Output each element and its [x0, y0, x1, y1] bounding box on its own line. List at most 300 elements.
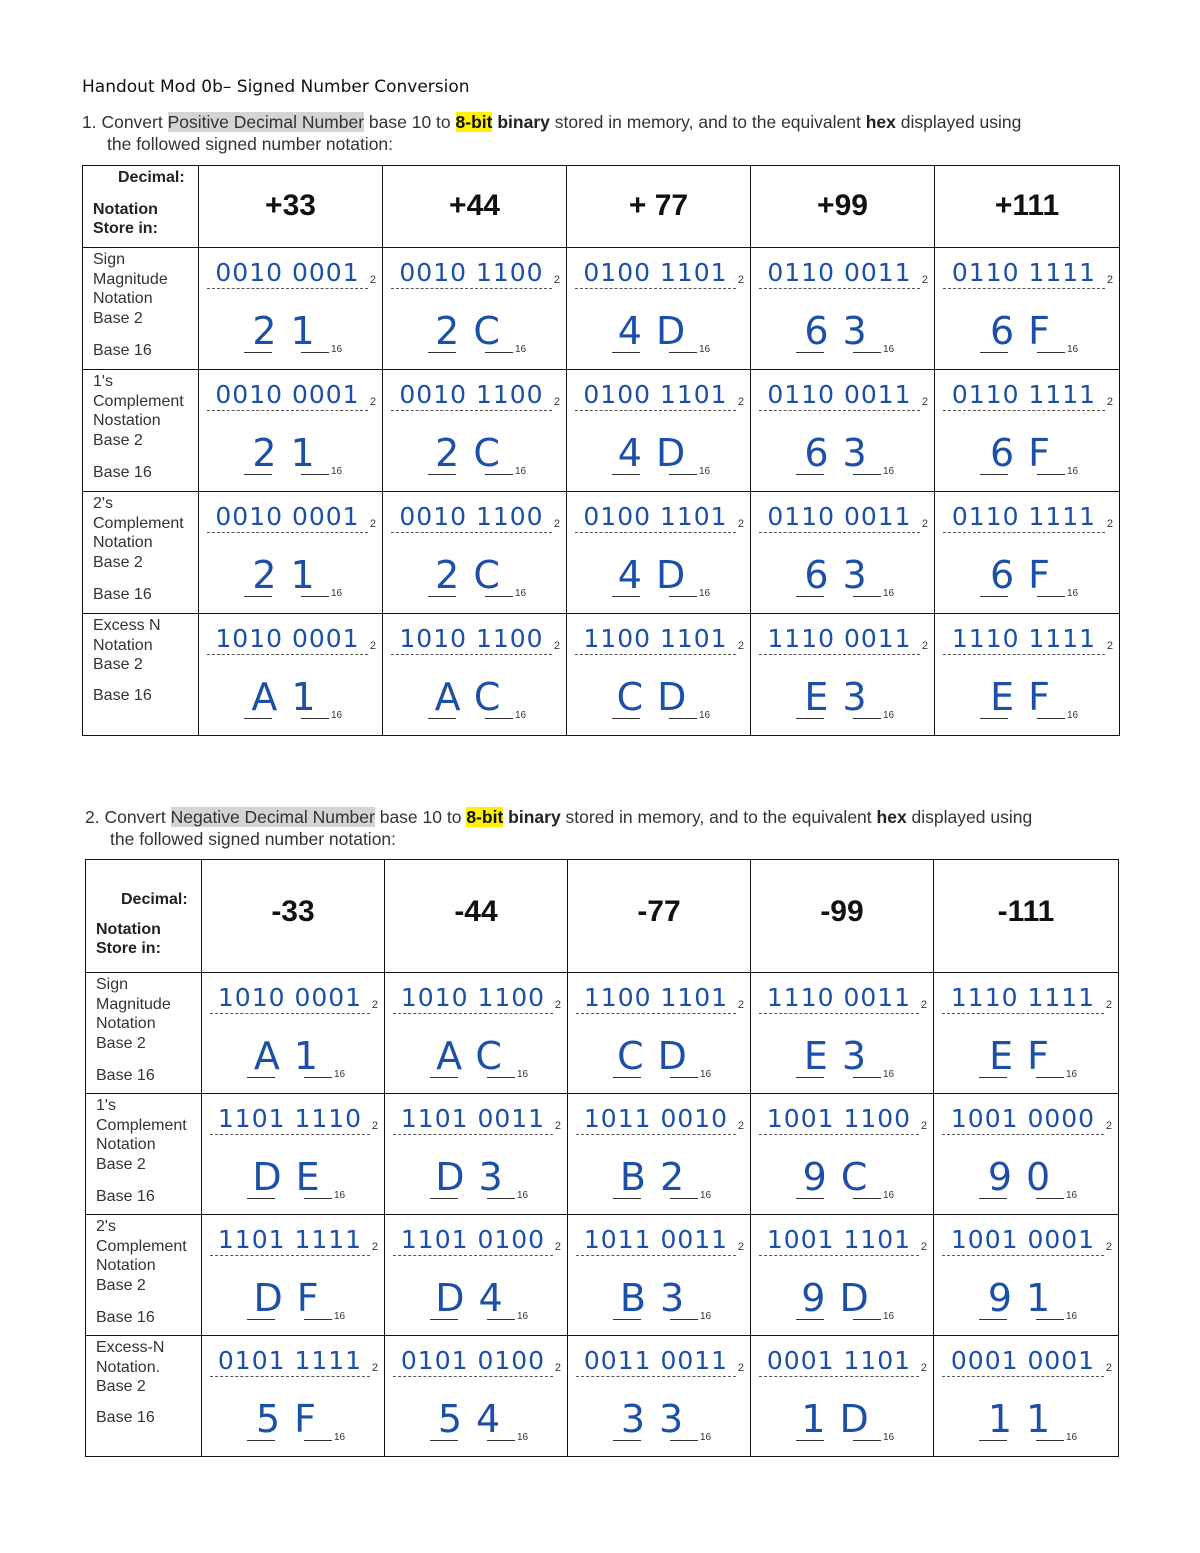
base16-subscript: 16	[515, 710, 527, 721]
answer	[385, 1336, 567, 1456]
answer-cell	[568, 1094, 751, 1215]
base2-subscript: 2	[920, 1120, 927, 1132]
hex-answer: B3	[619, 1276, 699, 1320]
notation-label-line: 1's	[96, 1097, 116, 1114]
hex-digit-line-1	[796, 1440, 824, 1441]
answer-cell	[568, 1336, 751, 1457]
binary-answer: 1110 0011	[759, 624, 920, 655]
hex-digit-line-1	[613, 1077, 641, 1078]
answer-cell	[751, 492, 935, 614]
hex-digit-line-2	[301, 596, 329, 597]
binary-answer: 1010 0001	[207, 624, 368, 655]
hex-digit-line-1	[428, 474, 456, 475]
answer-cell	[751, 1215, 934, 1336]
binary-answer: 1001 0001	[942, 1225, 1104, 1256]
hex-answer: E3	[803, 1034, 881, 1078]
base16-subscript: 16	[883, 1190, 895, 1201]
hex-digit-line-2	[1037, 352, 1065, 353]
hex-digit-line-1	[430, 1198, 458, 1199]
answer	[567, 492, 750, 613]
base16-subscript: 16	[334, 1190, 346, 1201]
hex-digit-line-2	[485, 596, 513, 597]
base2-subscript: 2	[737, 518, 744, 530]
answer	[751, 1215, 933, 1335]
hex-digit-line-2	[853, 1319, 881, 1320]
notation-label-line: Notation	[93, 636, 153, 654]
answer-cell	[567, 370, 751, 492]
hex-answer: D4	[435, 1276, 517, 1320]
store-in-label: Store in:	[93, 220, 158, 237]
binary-answer: 0110 1111	[943, 258, 1105, 289]
hex-digit-line-2	[853, 1077, 881, 1078]
notation-label-cell	[86, 1336, 202, 1457]
base2-subscript: 2	[921, 274, 928, 286]
answer	[751, 492, 934, 613]
hex-digit-line-2	[670, 1198, 698, 1199]
notation-label: Notation	[93, 201, 158, 218]
hex-digit-line-1	[980, 596, 1008, 597]
q2-bits: 8-bit	[466, 807, 504, 827]
base2-subscript: 2	[737, 640, 744, 652]
notation-label-line: Base 2	[96, 1155, 146, 1173]
notation-label-line: Base 2	[93, 431, 143, 449]
binary-answer: 0001 0001	[942, 1346, 1104, 1377]
hex-digit-line-1	[796, 352, 824, 353]
decimal-value: + 77	[628, 189, 689, 222]
notation-row	[83, 248, 1120, 370]
hex-digit-line-2	[487, 1440, 515, 1441]
answer-cell	[568, 1215, 751, 1336]
base2-subscript: 2	[1106, 640, 1113, 652]
hex-digit-line-1	[244, 596, 272, 597]
hex-digit-line-1	[247, 1440, 275, 1441]
base2-subscript: 2	[920, 1362, 927, 1374]
hex-answer: E3	[804, 675, 881, 719]
hex-digit-line-2	[485, 474, 513, 475]
q1-binary-word: binary	[497, 112, 550, 132]
hex-digit-line-2	[304, 1440, 332, 1441]
base2-subscript: 2	[921, 518, 928, 530]
answer-cell	[385, 1215, 568, 1336]
answer	[202, 1094, 384, 1214]
q1-after: stored in memory, and to the equivalent	[549, 112, 866, 132]
hex-answer: 6F	[989, 431, 1065, 475]
decimal-header-cell	[383, 166, 567, 248]
hex-digit-line-2	[301, 474, 329, 475]
base16-subscript: 16	[1067, 344, 1079, 355]
binary-answer: 1101 1110	[210, 1104, 370, 1135]
hex-digit-line-1	[247, 1198, 275, 1199]
answer	[934, 1215, 1118, 1335]
notation-label-line: Excess N	[93, 617, 161, 634]
base2-subscript: 2	[1105, 1362, 1112, 1374]
base16-subscript: 16	[1066, 1432, 1078, 1443]
hex-answer: 1D	[801, 1397, 883, 1441]
header-row	[86, 860, 1119, 973]
hex-digit-line-1	[612, 596, 640, 597]
base16-subscript: 16	[331, 466, 343, 477]
base2-subscript: 2	[737, 1362, 744, 1374]
base16-subscript: 16	[517, 1069, 529, 1080]
hex-answer: A1	[253, 1034, 333, 1078]
hex-answer: 6F	[989, 309, 1065, 353]
notation-label-cell	[86, 1215, 202, 1336]
base16-subscript: 16	[883, 1069, 895, 1080]
hex-answer: 2C	[435, 309, 514, 353]
base16-label: Base 16	[96, 1408, 155, 1426]
notation-label-line: Notation	[96, 1257, 156, 1274]
hex-answer: EF	[989, 1034, 1063, 1078]
answer	[202, 973, 384, 1093]
q2-highlight: Negative Decimal Number	[170, 807, 375, 827]
base16-subscript: 16	[699, 710, 711, 721]
binary-answer: 0110 0011	[759, 258, 920, 289]
notation-label-line: Complement	[96, 1237, 187, 1255]
answer	[383, 248, 566, 369]
base16-subscript: 16	[334, 1432, 346, 1443]
base16-subscript: 16	[517, 1432, 529, 1443]
answer-cell	[385, 1336, 568, 1457]
base2-subscript: 2	[1105, 999, 1112, 1011]
answer-cell	[385, 973, 568, 1094]
answer	[935, 248, 1119, 369]
hex-digit-line-1	[796, 596, 824, 597]
binary-answer: 1011 0011	[576, 1225, 736, 1256]
base2-subscript: 2	[371, 1120, 378, 1132]
hex-answer: CD	[617, 1034, 701, 1078]
notation-label-line: Sign	[93, 251, 126, 268]
binary-answer: 0101 0100	[393, 1346, 553, 1377]
answer-cell	[935, 370, 1120, 492]
positive-conversion-table	[82, 165, 1120, 736]
answer	[568, 1094, 750, 1214]
decimal-value: -77	[637, 895, 681, 928]
header-label-cell	[86, 860, 202, 973]
notation-label	[86, 1215, 201, 1328]
hex-digit-line-1	[979, 1319, 1007, 1320]
answer-cell	[199, 370, 383, 492]
answer-cell	[383, 370, 567, 492]
hex-digit-line-2	[669, 352, 697, 353]
hex-digit-line-2	[1037, 474, 1065, 475]
notation-label-cell	[86, 973, 202, 1094]
q2-after: stored in memory, and to the equivalent	[560, 807, 877, 827]
decimal-value: +111	[994, 189, 1060, 222]
base16-subscript: 16	[331, 588, 343, 599]
binary-answer: 1010 1100	[391, 624, 552, 655]
notation-label	[86, 1094, 201, 1207]
answer-cell	[202, 1215, 385, 1336]
answer-cell	[751, 1336, 934, 1457]
binary-answer: 0100 1101	[575, 258, 736, 289]
hex-digit-line-1	[430, 1077, 458, 1078]
answer	[567, 248, 750, 369]
binary-answer: 0110 0011	[759, 502, 920, 533]
hex-answer: 21	[252, 309, 329, 353]
binary-answer: 0110 0011	[759, 380, 920, 411]
binary-answer: 1001 1101	[759, 1225, 919, 1256]
hex-digit-line-2	[485, 352, 513, 353]
hex-digit-line-2	[853, 1198, 881, 1199]
hex-digit-line-1	[796, 1077, 824, 1078]
base16-label: Base 16	[93, 686, 152, 704]
hex-answer: 11	[987, 1397, 1065, 1441]
answer	[751, 973, 933, 1093]
answer	[934, 1336, 1118, 1456]
hex-answer: 33	[620, 1397, 698, 1441]
answer	[568, 1336, 750, 1456]
base16-label: Base 16	[96, 1188, 155, 1205]
hex-digit-line-2	[304, 1319, 332, 1320]
q1-bits: 8-bit	[455, 112, 493, 132]
notation-label-line: 2's	[96, 1218, 116, 1235]
hex-digit-line-2	[669, 718, 697, 719]
answer-cell	[202, 973, 385, 1094]
answer	[751, 614, 934, 735]
binary-answer: 0010 0001	[207, 502, 368, 533]
hex-digit-line-2	[670, 1319, 698, 1320]
base2-subscript: 2	[920, 999, 927, 1011]
base2-subscript: 2	[371, 1362, 378, 1374]
notation-label-line: Excess-N	[96, 1339, 165, 1356]
hex-digit-line-1	[244, 718, 272, 719]
question-1	[82, 111, 1021, 155]
answer-cell	[751, 370, 935, 492]
hex-digit-line-1	[980, 718, 1008, 719]
decimal-value: -44	[454, 895, 498, 928]
notation-label-cell	[83, 492, 199, 614]
base16-subscript: 16	[515, 588, 527, 599]
hex-answer: 9C	[802, 1155, 882, 1199]
base2-subscript: 2	[1106, 518, 1113, 530]
binary-answer: 1100 1101	[576, 983, 736, 1014]
q2-line2: the followed signed number notation:	[110, 829, 397, 849]
hex-answer: A1	[251, 675, 330, 719]
base2-subscript: 2	[920, 1241, 927, 1253]
decimal-header-cell	[202, 860, 385, 973]
binary-answer: 0010 0001	[207, 258, 368, 289]
binary-answer: 0100 1101	[575, 502, 736, 533]
answer	[385, 1094, 567, 1214]
hex-answer: AC	[434, 675, 515, 719]
answer	[202, 1215, 384, 1335]
hex-answer: CD	[616, 675, 701, 719]
hex-digit-line-1	[428, 718, 456, 719]
base16-label: Base 16	[93, 586, 152, 603]
base2-subscript: 2	[554, 1362, 561, 1374]
base2-subscript: 2	[369, 396, 376, 408]
binary-answer: 1101 0011	[393, 1104, 553, 1135]
answer-cell	[934, 973, 1119, 1094]
negative-conversion-table	[85, 859, 1119, 1457]
base2-subscript: 2	[1106, 274, 1113, 286]
decimal-header-cell	[934, 860, 1119, 973]
decimal-value: +33	[265, 189, 316, 222]
hex-digit-line-2	[1036, 1319, 1064, 1320]
hex-digit-line-1	[430, 1440, 458, 1441]
answer	[934, 1094, 1118, 1214]
answer-cell	[935, 614, 1120, 736]
base2-subscript: 2	[921, 640, 928, 652]
hex-digit-line-1	[796, 1198, 824, 1199]
hex-digit-line-2	[853, 596, 881, 597]
notation-label	[86, 973, 201, 1086]
decimal-header-cell	[385, 860, 568, 973]
answer	[751, 370, 934, 491]
hex-digit-line-2	[670, 1440, 698, 1441]
hex-digit-line-2	[301, 352, 329, 353]
notation-row	[83, 614, 1120, 736]
store-in-label: Store in:	[96, 940, 161, 957]
base16-label: Base 16	[96, 1309, 155, 1326]
answer-cell	[751, 1094, 934, 1215]
base2-subscript: 2	[554, 999, 561, 1011]
q2-mid: base 10 to	[374, 807, 467, 827]
notation-row	[86, 973, 1119, 1094]
base2-subscript: 2	[1105, 1241, 1112, 1253]
notation-label-line: Complement	[93, 514, 184, 532]
answer	[935, 614, 1119, 735]
q1-end: displayed using	[895, 112, 1022, 132]
notation-row	[86, 1336, 1119, 1457]
notation-label	[83, 614, 198, 705]
base16-subscript: 16	[1066, 1190, 1078, 1201]
binary-answer: 1100 1101	[575, 624, 736, 655]
q2-number: 2. Convert	[85, 807, 171, 827]
base2-subscript: 2	[737, 1120, 744, 1132]
answer-cell	[567, 614, 751, 736]
binary-answer: 1110 1111	[942, 983, 1104, 1014]
q2-hex-word: hex	[876, 807, 907, 827]
base2-subscript: 2	[553, 640, 560, 652]
answer-cell	[199, 248, 383, 370]
hex-answer: 91	[987, 1276, 1065, 1320]
answer-cell	[202, 1094, 385, 1215]
answer-cell	[202, 1336, 385, 1457]
base16-subscript: 16	[334, 1069, 346, 1080]
answer-cell	[751, 973, 934, 1094]
binary-answer: 0110 1111	[943, 502, 1105, 533]
header-label-cell	[83, 166, 199, 248]
binary-answer: 0010 1100	[391, 380, 552, 411]
hex-answer: DF	[253, 1276, 333, 1320]
notation-label	[86, 1336, 201, 1427]
decimal-header-cell	[751, 860, 934, 973]
hex-answer: 2C	[435, 553, 514, 597]
hex-digit-line-1	[979, 1198, 1007, 1199]
answer	[567, 614, 750, 735]
decimal-value: -99	[820, 895, 864, 928]
base2-subscript: 2	[553, 396, 560, 408]
hex-digit-line-2	[670, 1077, 698, 1078]
hex-answer: 9D	[801, 1276, 883, 1320]
base2-subscript: 2	[371, 1241, 378, 1253]
answer	[385, 973, 567, 1093]
hex-digit-line-2	[853, 718, 881, 719]
decimal-header-cell	[568, 860, 751, 973]
hex-digit-line-1	[980, 352, 1008, 353]
hex-answer: 2C	[435, 431, 514, 475]
base16-subscript: 16	[515, 344, 527, 355]
notation-label	[83, 248, 198, 361]
hex-digit-line-2	[487, 1077, 515, 1078]
notation-label-cell	[86, 1094, 202, 1215]
hex-answer: 63	[804, 309, 881, 353]
answer	[567, 370, 750, 491]
notation-label-line: Base 2	[93, 309, 143, 327]
hex-answer: B2	[619, 1155, 699, 1199]
base2-subscript: 2	[369, 640, 376, 652]
notation-label-line: Magnitude	[93, 270, 168, 288]
base2-subscript: 2	[737, 999, 744, 1011]
q1-mid: base 10 to	[364, 112, 456, 132]
base16-subscript: 16	[700, 1311, 712, 1322]
hex-digit-line-1	[244, 352, 272, 353]
binary-answer: 1110 1111	[943, 624, 1105, 655]
base2-subscript: 2	[921, 396, 928, 408]
hex-answer: EF	[990, 675, 1064, 719]
answer-cell	[383, 614, 567, 736]
base16-subscript: 16	[699, 344, 711, 355]
decimal-header-cell	[199, 166, 383, 248]
base16-subscript: 16	[1066, 1311, 1078, 1322]
binary-answer: 1001 0000	[942, 1104, 1104, 1135]
answer-cell	[935, 248, 1120, 370]
notation-row	[83, 370, 1120, 492]
answer	[935, 492, 1119, 613]
hex-digit-line-2	[487, 1198, 515, 1199]
hex-digit-line-2	[304, 1077, 332, 1078]
base2-subscript: 2	[1106, 396, 1113, 408]
base16-label: Base 16	[93, 342, 152, 359]
hex-digit-line-1	[796, 1319, 824, 1320]
answer	[934, 973, 1118, 1093]
hex-digit-line-2	[301, 718, 329, 719]
q1-line2: the followed signed number notation:	[107, 134, 394, 154]
answer	[199, 248, 382, 369]
notation-label-line: Nostation	[93, 412, 161, 429]
binary-answer: 0010 1100	[391, 258, 552, 289]
base2-subscript: 2	[737, 396, 744, 408]
base16-subscript: 16	[334, 1311, 346, 1322]
hex-answer: DE	[252, 1155, 334, 1199]
answer	[751, 1336, 933, 1456]
notation-label-line: Base 2	[93, 553, 143, 571]
hex-digit-line-1	[796, 718, 824, 719]
binary-answer: 0110 1111	[943, 380, 1105, 411]
base16-subscript: 16	[517, 1311, 529, 1322]
question-2	[85, 806, 1032, 850]
base2-subscript: 2	[553, 518, 560, 530]
notation-label-line: Notation.	[96, 1358, 161, 1376]
notation-label-line: Complement	[93, 392, 184, 410]
notation-label-line: 2's	[93, 495, 113, 512]
binary-answer: 1101 0100	[393, 1225, 553, 1256]
answer	[383, 614, 566, 735]
hex-digit-line-2	[1037, 718, 1065, 719]
base16-subscript: 16	[699, 588, 711, 599]
header-label	[83, 166, 198, 238]
hex-digit-line-1	[247, 1077, 275, 1078]
binary-answer: 1010 0001	[210, 983, 370, 1014]
q2-end: displayed using	[906, 807, 1033, 827]
hex-digit-line-2	[304, 1198, 332, 1199]
answer-cell	[383, 492, 567, 614]
answer-cell	[385, 1094, 568, 1215]
answer-cell	[934, 1336, 1119, 1457]
hex-answer: 4D	[617, 431, 700, 475]
base2-subscript: 2	[371, 999, 378, 1011]
